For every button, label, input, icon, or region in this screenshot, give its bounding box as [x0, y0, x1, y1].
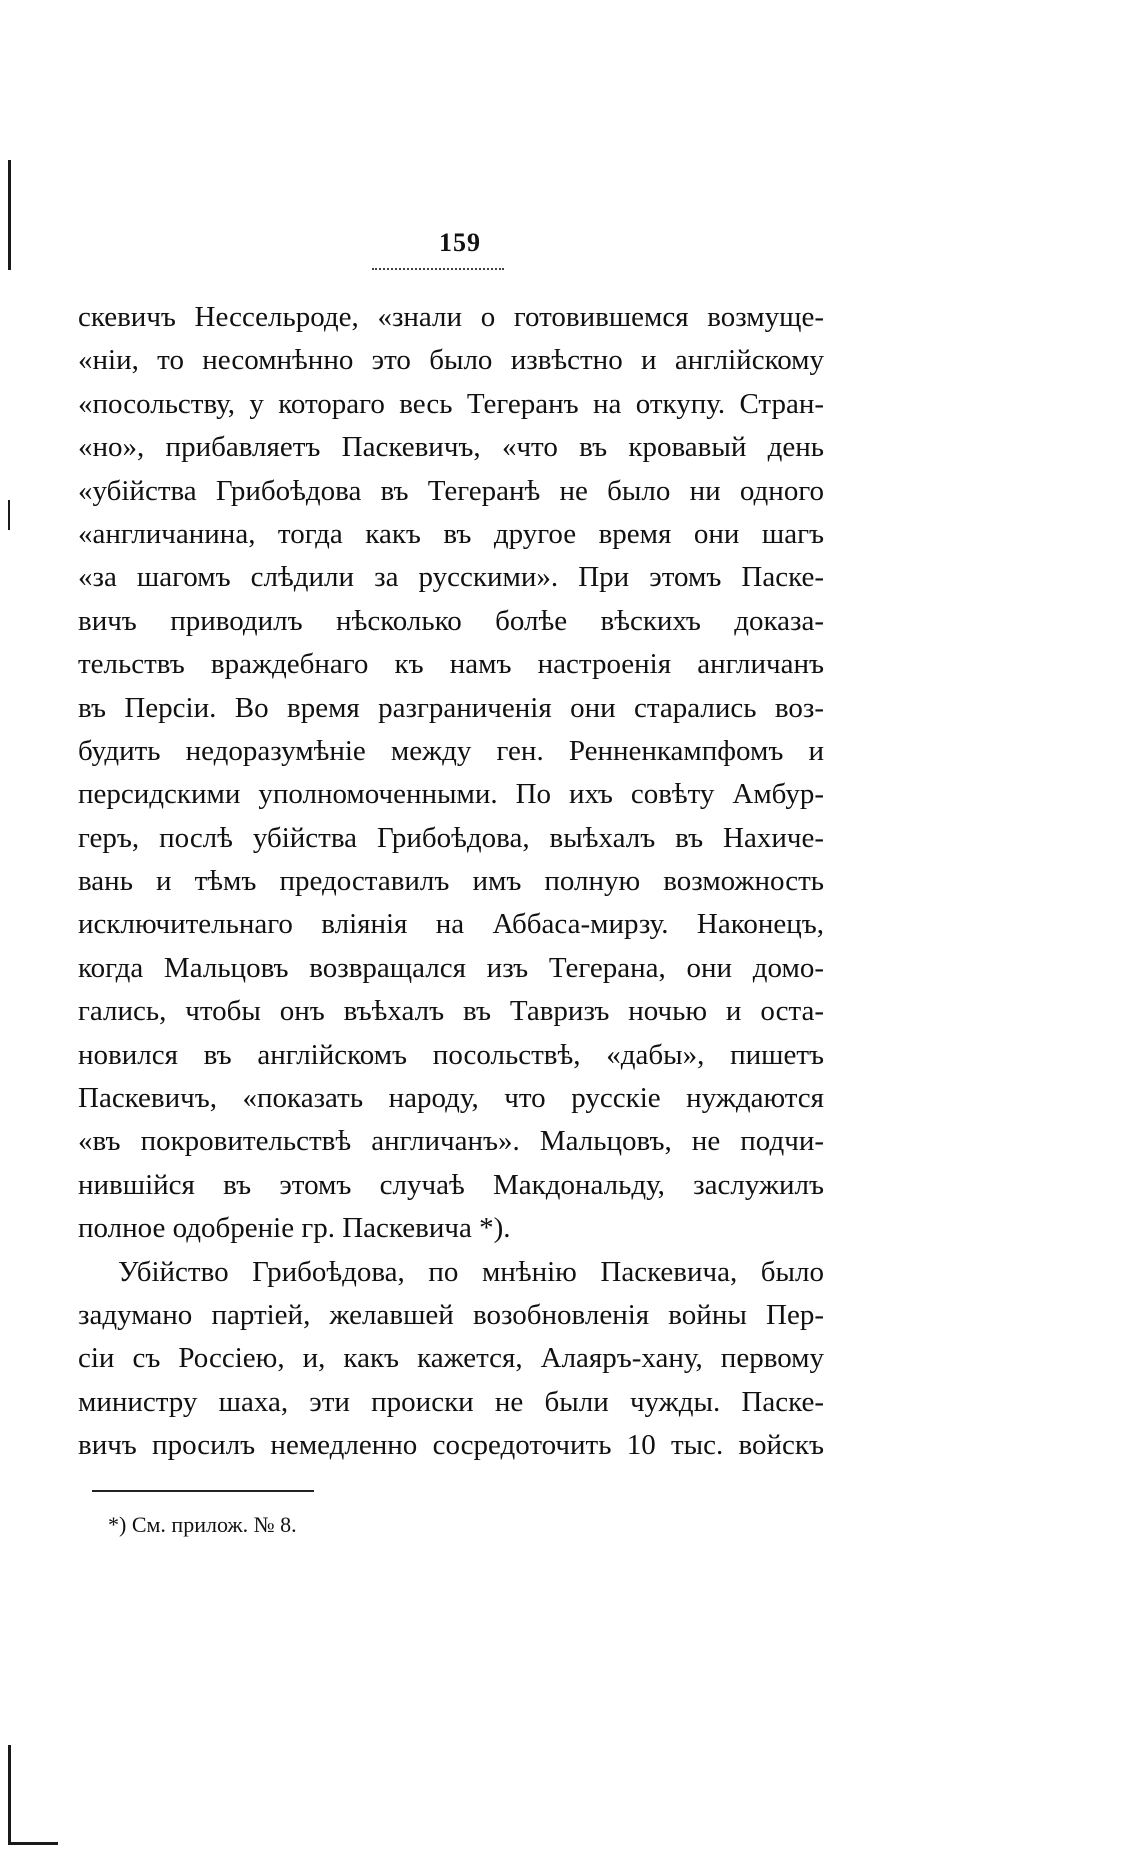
- text-line: тельствъ враждебнаго къ намъ настроенія англичанъ: [78, 648, 824, 681]
- header-ornament-rule: [372, 268, 504, 270]
- text-line: нившійся въ этомъ случаѣ Макдональду, заслужилъ: [78, 1168, 824, 1201]
- text-line: вань и тѣмъ предоставилъ имъ полную возможность: [78, 865, 824, 898]
- text-line: сіи съ Россіею, и, какъ кажется, Алаяръ-хану, первому: [78, 1342, 824, 1375]
- text-line: министру шаха, эти происки не были чужды. Паске-: [78, 1385, 824, 1418]
- text-line-paragraph-end: полное одобреніе гр. Паскевича *).: [78, 1212, 511, 1245]
- text-line: скевичъ Нессельроде, «знали о готовившемся возмуще-: [78, 301, 824, 333]
- text-line: геръ, послѣ убійства Грибоѣдова, выѣхалъ въ Нахиче-: [78, 821, 824, 854]
- text-line: «убійства Грибоѣдова въ Тегеранѣ не было ни одного: [78, 474, 824, 507]
- text-line: «англичанина, тогда какъ въ другое время они шагъ: [78, 517, 824, 550]
- text-line: вичъ просилъ немедленно сосредоточить 10 тыс. войскъ: [78, 1429, 824, 1462]
- text-line: гались, чтобы онъ въѣхалъ въ Тавризъ ночью и оста-: [78, 995, 824, 1028]
- text-line: Паскевичъ, «показать народу, что русскіе нуждаются: [78, 1082, 824, 1115]
- text-line: задумано партіей, желавшей возобновленія войны Пер-: [78, 1298, 824, 1331]
- text-line: «посольству, у котораго весь Тегеранъ на откупу. Стран-: [78, 387, 824, 420]
- text-line: персидскими уполномоченными. По ихъ совѣту Амбур-: [78, 778, 824, 811]
- scan-edge-mark-bottom: [8, 1745, 11, 1845]
- text-line: «въ покровительствѣ англичанъ». Мальцовъ, не подчи-: [78, 1125, 824, 1158]
- footnote-separator: [92, 1490, 314, 1492]
- text-line: «ніи, то несомнѣнно это было извѣстно и англійскому: [78, 344, 824, 377]
- text-line: будить недоразумѣніе между ген. Ренненкампфомъ и: [78, 734, 824, 767]
- text-line: вичъ приводилъ нѣсколько болѣе вѣскихъ доказа-: [78, 604, 824, 637]
- scan-edge-mark-left: [8, 500, 10, 530]
- text-line: «но», прибавляетъ Паскевичъ, «что въ кровавый день: [78, 431, 824, 464]
- text-line: новился въ англійскомъ посольствѣ, «дабы», пишетъ: [78, 1038, 824, 1071]
- scan-edge-mark-corner: [8, 1842, 58, 1845]
- text-line: «за шагомъ слѣдили за русскими». При этомъ Паске-: [78, 561, 824, 594]
- scan-edge-mark-top: [8, 160, 11, 270]
- body-text: [78, 296, 824, 1468]
- text-line: исключительнаго вліянія на Аббаса-мирзу. Наконецъ,: [78, 908, 824, 941]
- page-number: 159: [439, 228, 481, 257]
- footnote: *) См. прилож. № 8.: [108, 1512, 297, 1537]
- text-line: когда Мальцовъ возвращался изъ Тегерана, они домо-: [78, 951, 824, 984]
- text-line-paragraph-start: Убійство Грибоѣдова, по мнѣнію Паскевича, было: [118, 1255, 824, 1288]
- text-line: въ Персіи. Во время разграниченія они старались воз-: [78, 691, 824, 724]
